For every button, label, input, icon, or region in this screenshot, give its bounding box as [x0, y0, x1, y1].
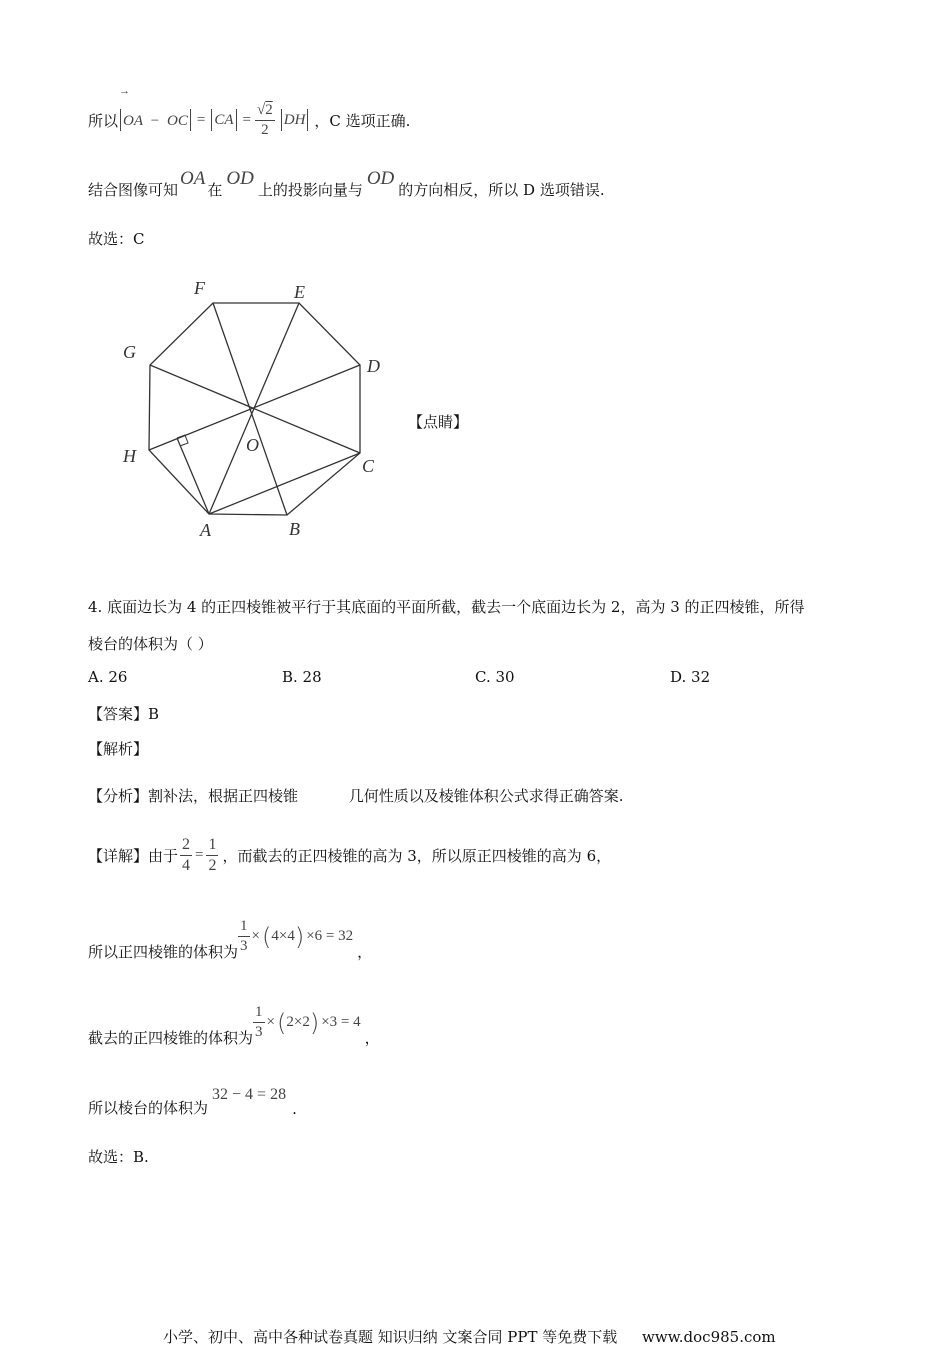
abs-bar-right-2	[236, 109, 237, 131]
line2-text-2: 在	[207, 181, 223, 199]
label-e: E	[294, 282, 305, 302]
label-h: H	[123, 446, 136, 466]
volume-1-times: ×	[251, 928, 260, 944]
label-c: C	[362, 456, 375, 476]
footer-url[interactable]: www.doc985.com	[642, 1328, 776, 1346]
analysis-label: 【解析】	[88, 740, 149, 758]
q4-stem-line-1: 4. 底面边长为 4 的正四棱锥被平行于其底面的平面所截，截去一个底面边长为 2，高为 3 的正四棱锥，所得	[88, 598, 805, 616]
volume-1-fraction-num: 1	[238, 919, 250, 937]
volume-3-line	[88, 1078, 297, 1118]
option-c: C. 30	[475, 668, 515, 686]
volume-2-rest: ×3 = 4	[321, 1014, 361, 1030]
oa-symbol-2: OA	[180, 168, 206, 189]
abs-bar-right-3	[307, 109, 308, 131]
volume-1-expression	[238, 919, 353, 954]
abs-bar-right-1	[190, 109, 191, 131]
volume-1-line	[88, 916, 372, 966]
option-d: D. 32	[670, 668, 711, 686]
sqrt2-over-2	[255, 103, 275, 138]
q4-stem-line-2: 棱台的体积为（ ）	[88, 635, 213, 653]
volume-2-fraction	[253, 1005, 265, 1040]
equals-1: =	[196, 111, 206, 128]
choose-b: 故选：B.	[88, 1148, 149, 1166]
fraction-1-2-den: 2	[208, 856, 217, 874]
fenxi-text-1: 【分析】割补法，根据正四棱锥	[88, 787, 299, 805]
label-g: G	[123, 342, 136, 362]
line2-text-4: 的方向相反，所以 D 选项错误.	[398, 181, 605, 199]
line2-text-3: 上的投影向量与	[257, 181, 363, 199]
sqrt2-denominator: 2	[261, 121, 269, 138]
fenxi-text-2: 几何性质以及棱锥体积公式求得正确答案.	[348, 787, 624, 805]
line2-text-1: 结合图像可知	[88, 181, 179, 199]
fraction-2-4-den: 4	[182, 856, 191, 874]
footer-text: 小学、初中、高中各种试卷真题 知识归纳 文案合同 PPT 等免费下载	[163, 1328, 618, 1346]
abs-bar-left-3	[281, 109, 282, 131]
fraction-2-4-num: 2	[180, 837, 192, 856]
fenxi-line	[88, 785, 624, 806]
abs-bar-left-2	[211, 109, 212, 131]
fraction-1-2-num: 1	[206, 837, 218, 856]
xiangjie-suffix: ，而截去的正四棱锥的高为 3，所以原正四棱锥的高为 6，	[222, 846, 612, 865]
ca-symbol: CA	[214, 111, 234, 128]
abs-bar-left-1	[120, 109, 121, 131]
xiangjie-prefix: 【详解】由于	[88, 846, 179, 865]
dh-symbol: DH	[283, 111, 306, 128]
fraction-1-2	[206, 837, 218, 874]
equals-2: =	[242, 111, 251, 128]
od-symbol-2: OD	[366, 168, 395, 189]
oc-symbol: OC	[167, 112, 188, 129]
line-2	[88, 168, 605, 200]
label-o: O	[246, 435, 259, 455]
line-1	[88, 84, 411, 140]
volume-2-times: ×	[266, 1014, 275, 1030]
label-a: A	[200, 520, 211, 540]
label-b: B	[289, 519, 300, 539]
answer-line: 【答案】B	[88, 705, 160, 723]
volume-1-rest: ×6 = 32	[306, 928, 354, 944]
option-b: B. 28	[282, 668, 322, 686]
volume-2-prefix: 截去的正四棱锥的体积为	[88, 1029, 254, 1047]
volume-1-inner: 4×4	[271, 928, 295, 944]
right-paren-1: )	[294, 922, 305, 951]
line1-suffix: ，C 选项正确.	[314, 111, 411, 130]
volume-2-line	[88, 1002, 380, 1052]
xiangjie-line	[88, 830, 611, 880]
volume-2-fraction-den: 3	[255, 1024, 263, 1040]
volume-1-prefix: 所以正四棱锥的体积为	[88, 943, 239, 961]
left-paren-2: (	[276, 1008, 287, 1037]
volume-3-suffix: .	[292, 1100, 297, 1118]
volume-1-fraction-den: 3	[240, 938, 248, 954]
volume-3-prefix: 所以棱台的体积为	[88, 1099, 209, 1117]
label-f: F	[194, 278, 205, 298]
minus-sign: −	[150, 112, 160, 129]
od-symbol-1: OD	[226, 168, 254, 189]
volume-2-fraction-num: 1	[253, 1005, 265, 1023]
left-paren-1: (	[261, 922, 272, 951]
choose-c: 故选：C	[88, 230, 145, 248]
volume-2-suffix: ，	[364, 1029, 380, 1047]
volume-1-suffix: ，	[357, 943, 373, 961]
octagon-figure	[110, 270, 400, 550]
oa-symbol: OA	[123, 112, 144, 129]
vector-oa-oc	[119, 84, 188, 130]
segment-a-foot	[177, 438, 209, 514]
volume-2-inner: 2×2	[286, 1014, 310, 1030]
line1-prefix: 所以	[88, 111, 119, 130]
volume-2-expression	[253, 1005, 361, 1040]
sqrt2-numerator: √2	[255, 103, 275, 121]
option-a: A. 26	[88, 668, 128, 686]
right-paren-2: )	[309, 1008, 320, 1037]
label-d: D	[367, 356, 380, 376]
fraction-2-4	[180, 837, 192, 874]
vector-arrow: →	[119, 84, 131, 97]
fraction-equals: =	[195, 846, 204, 863]
volume-1-fraction	[238, 919, 250, 954]
dianjing-label: 【点睛】	[408, 413, 469, 431]
volume-3-expression: 32 − 4 = 28	[212, 1086, 287, 1103]
